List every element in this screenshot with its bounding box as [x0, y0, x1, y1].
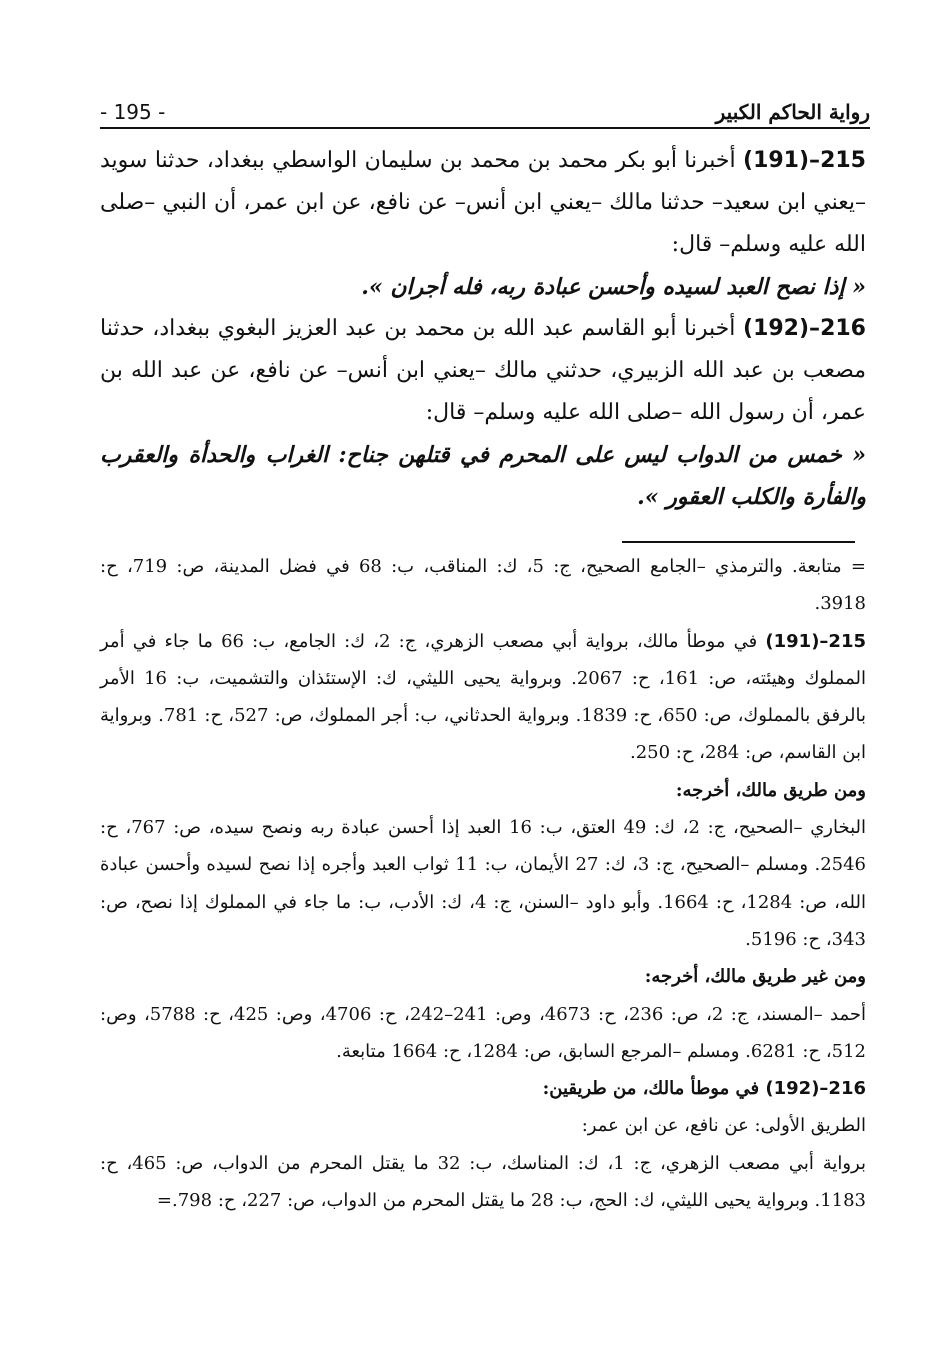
hadith-215-number: 215–(191) [743, 148, 866, 173]
footnote-malik-sources: البخاري –الصحيح، ج: 2، ك: 49 العتق، ب: 16 العبد إذا أحسن عبادة ربه ونصح سيده، ص: 767، ح: 2546. ومسلم –الصحيح، ج: 3، ك: 27 الأيمان، ب: 11 ثواب العبد وأجره إذا نصح لسيده وأحسن عبادة الله، ص: 1284، ح: 1664. وأبو داود –السنن، ج: 4، ك: الأدب، ب: ما جاء في المملوك إذا نصح، ص: 343، ح: 5196. [100, 817, 867, 950]
book-title: رواية الحاكم الكبير [715, 100, 870, 124]
footnote-216 [100, 1070, 866, 1107]
footnote-215-number: 215–(191) [765, 630, 866, 652]
hadith-215-matn: « إذا نصح العبد لسيده وأحسن عبادة ربه، فله أجران ». [361, 274, 866, 300]
footnote-first-route-sources: برواية أبي مصعب الزهري، ج: 1، ك: المناسك، ب: 32 ما يقتل المحرم من الدواب، ص: 465، ح: 1183. وبرواية يحيى الليثي، ك: الحج، ب: 28 ما يقتل المحرم من الدواب، ص: 227، ح: 798.= [100, 1152, 866, 1212]
footnote-continuation: = متابعة. والترمذي –الجامع الصحيح، ج: 5، ك: المناقب، ب: 68 في فضل المدينة، ص: 719، ح: 3918. [100, 556, 866, 615]
footnote-subheading-other: ومن غير طريق مالك، أخرجه: [644, 966, 866, 988]
hadith-216-matn: « خمس من الدواب ليس على المحرم في قتلهن جناح: الغراب والحدأة والعقرب والفأرة والكلب العقور ». [100, 442, 866, 510]
page-number: - 195 - [100, 100, 166, 124]
header-rule [100, 127, 870, 129]
footnote-216-text: في موطأ مالك، من طريقين: [542, 1078, 766, 1100]
footnote-subheading-malik: ومن طريق مالك، أخرجه: [675, 779, 866, 801]
hadith-216-isnad: أخبرنا أبو القاسم عبد الله بن محمد بن عبد العزيز البغوي ببغداد، حدثنا مصعب بن عبد الله الزبيري، حدثني مالك –يعني ابن أنس– عن نافع، عن عبد الله بن عمر، أن رسول الله –صلى الله عليه وسلم– قال: [100, 316, 866, 425]
footnote-other-sources: أحمد –المسند، ج: 2، ص: 236، ح: 4673، وص: 241–242، ح: 4706، وص: 425، ح: 5788، وص: 512، ح: 6281. ومسلم –المرجع السابق، ص: 1284، ح: 1664 متابعة. [100, 1003, 866, 1062]
footnote-216-number: 216–(192) [765, 1078, 866, 1100]
running-header [100, 88, 870, 124]
hadith-216-number: 216–(192) [743, 316, 866, 341]
footnote-separator [622, 541, 855, 543]
footnote-215 [100, 623, 866, 772]
footnotes [100, 548, 866, 1219]
footnote-first-route: الطريق الأولى: عن نافع، عن ابن عمر: [581, 1115, 866, 1137]
hadith-215 [100, 140, 866, 266]
main-text [100, 140, 866, 518]
hadith-215-isnad: أخبرنا أبو بكر محمد بن محمد بن سليمان الواسطي ببغداد، حدثنا سويد –يعني ابن سعيد– حدثنا مالك –يعني ابن أنس– عن نافع، عن ابن عمر، أن النبي –صلى الله عليه وسلم– قال: [100, 148, 866, 257]
hadith-216 [100, 308, 866, 434]
footnote-215-text: في موطأ مالك، برواية أبي مصعب الزهري، ج: 2، ك: الجامع، ب: 66 ما جاء في أمر المملوك وهيئته، ص: 161، ح: 2067. وبرواية يحيى الليثي، ك: الإستئذان والتشميت، ب: 16 الأمر بالرفق بالمملوك، ص: 650، ح: 1839. وبرواية الحدثاني، ب: أجر المملوك، ص: 527، ح: 781. وبرواية ابن القاسم، ص: 284، ح: 250. [100, 630, 867, 764]
